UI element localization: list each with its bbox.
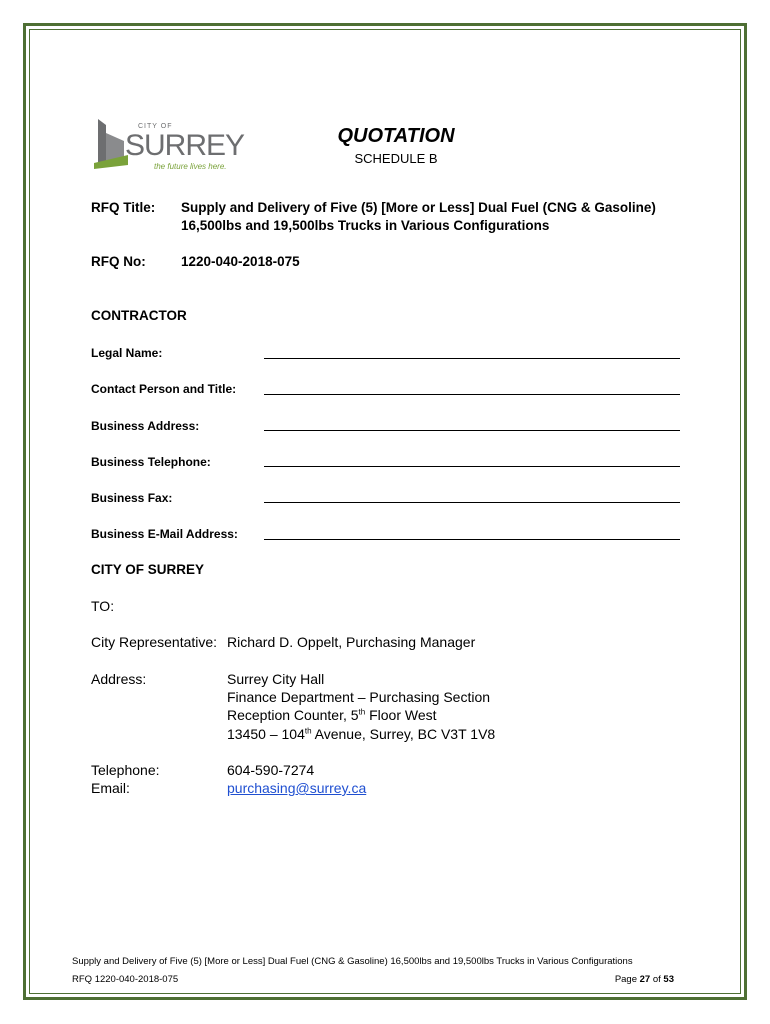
business-email-field[interactable] — [264, 539, 680, 540]
rfq-no-label: RFQ No: — [91, 254, 146, 269]
legal-name-label: Legal Name: — [91, 346, 163, 360]
city-heading: CITY OF SURREY — [91, 562, 205, 577]
logo-wordmark: SURREY — [125, 129, 245, 162]
rfq-title-line1: Supply and Delivery of Five (5) [More or Less] Dual Fuel (CNG & Gasoline) — [181, 200, 656, 215]
city-rep-value: Richard D. Oppelt, Purchasing Manager — [227, 634, 476, 650]
address-label: Address: — [91, 671, 147, 687]
business-telephone-field[interactable] — [264, 466, 680, 467]
logo-city-of-text: CITY OF — [138, 123, 173, 130]
footer-page-number: Page 27 of 53 — [614, 974, 674, 985]
contact-person-field[interactable] — [264, 394, 680, 395]
address-line4: 13450 – 104th Avenue, Surrey, BC V3T 1V8 — [227, 726, 496, 742]
telephone-value: 604-590-7274 — [227, 762, 315, 778]
business-fax-field[interactable] — [264, 502, 680, 503]
document-title: QUOTATION — [337, 125, 455, 147]
business-email-label: Business E-Mail Address: — [91, 527, 238, 541]
business-fax-label: Business Fax: — [91, 491, 173, 505]
business-address-label: Business Address: — [91, 419, 200, 433]
city-rep-label: City Representative: — [91, 634, 218, 650]
email-link[interactable]: purchasing@surrey.ca — [227, 780, 367, 796]
legal-name-field[interactable] — [264, 358, 680, 359]
contractor-heading: CONTRACTOR — [91, 308, 187, 323]
rfq-title-label: RFQ Title: — [91, 200, 156, 215]
footer-title: Supply and Delivery of Five (5) [More or Less] Dual Fuel (CNG & Gasoline) 16,500lbs and 19,500lbs Trucks in Various Configurations — [72, 956, 633, 967]
address-line2: Finance Department – Purchasing Section — [227, 689, 491, 705]
address-line3: Reception Counter, 5th Floor West — [227, 707, 437, 723]
rfq-title-line2: 16,500lbs and 19,500lbs Trucks in Various Configurations — [181, 218, 550, 233]
business-telephone-label: Business Telephone: — [91, 455, 211, 469]
business-address-field[interactable] — [264, 430, 680, 431]
document-subtitle: SCHEDULE B — [354, 151, 438, 166]
footer-rfq: RFQ 1220-040-2018-075 — [72, 974, 179, 985]
logo-tagline: the future lives here. — [154, 162, 227, 171]
address-line1: Surrey City Hall — [227, 671, 325, 687]
telephone-label: Telephone: — [91, 762, 160, 778]
email-label: Email: — [91, 780, 130, 796]
contact-person-label: Contact Person and Title: — [91, 382, 237, 396]
to-label: TO: — [91, 598, 115, 614]
rfq-no-value: 1220-040-2018-075 — [181, 254, 300, 269]
